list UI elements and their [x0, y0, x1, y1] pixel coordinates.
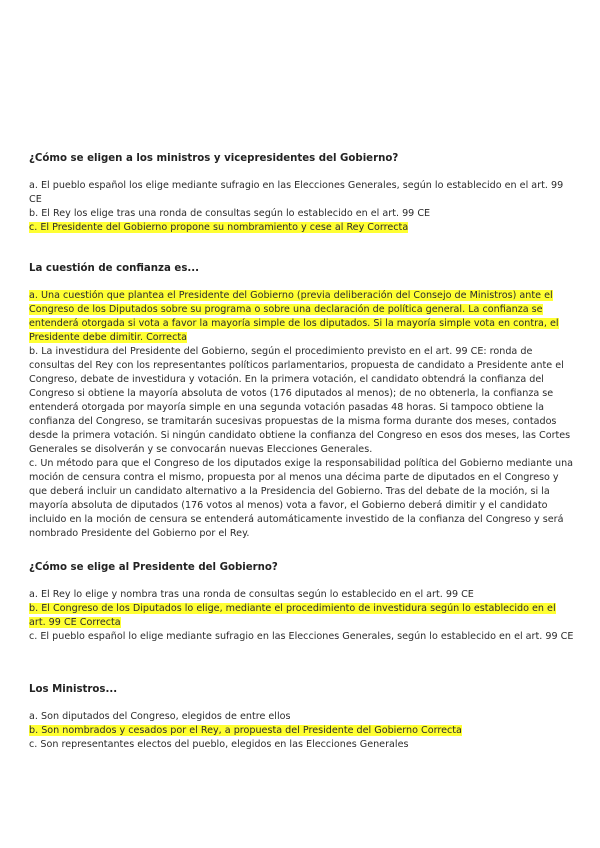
- answer-option: a. Una cuestión que plantea el Presidente del Gobierno (previa deliberación del Consejo de Ministros) ante el Congreso de los Diputados sobre su programa o sobre una declaración de política general. La confianza se entenderá otorgada si vota a favor la mayoría simple de los diputados. Si la mayoría simple vota en contra, el Presidente debe dimitir. Correcta: [29, 290, 559, 343]
- question-title: La cuestión de confianza es...: [29, 263, 199, 274]
- answer-option: c. Son representantes electos del pueblo, elegidos en las Elecciones Generales: [29, 739, 409, 750]
- question-title: ¿Cómo se elige al Presidente del Gobierno?: [29, 562, 278, 573]
- question-1: [29, 152, 574, 235]
- question-4: [29, 683, 574, 752]
- question-2: [29, 262, 574, 541]
- answer-option: b. Son nombrados y cesados por el Rey, a propuesta del Presidente del Gobierno Correcta: [29, 725, 462, 736]
- answer-list: [29, 179, 574, 235]
- question-3: [29, 561, 574, 644]
- question-title: ¿Cómo se eligen a los ministros y vicepresidentes del Gobierno?: [29, 153, 399, 164]
- answer-option: a. El Rey lo elige y nombra tras una ronda de consultas según lo establecido en el art. 99 CE: [29, 589, 474, 600]
- answer-option: b. El Rey los elige tras una ronda de consultas según lo establecido en el art. 99 CE: [29, 208, 431, 219]
- answer-list: [29, 588, 574, 644]
- question-title: Los Ministros...: [29, 684, 118, 695]
- answer-option: b. La investidura del Presidente del Gobierno, según el procedimiento previsto en el art. 99 CE: ronda de consultas del Rey con los representantes políticos parlamentarios, propuesta de candidato a Presidente ante el Congreso, debate de investidura y votación. En la primera votación, el candidato obtendrá la confianza del Congreso si obtiene la mayoría absoluta de votos (176 diputados al menos); de no obtenerla, la confianza se entenderá otorgada por mayoría simple en una segunda votación pasadas 48 horas. Si tampoco obtiene la confianza del Congreso, se tramitarán sucesivas propuestas de la misma forma durante dos meses, contados desde la primera votación. Si ningún candidato obtiene la confianza del Congreso en esos dos meses, las Cortes Generales se disolverán y se convocarán nuevas Elecciones Generales.: [29, 346, 571, 455]
- answer-option: c. El Presidente del Gobierno propone su nombramiento y cese al Rey Correcta: [29, 222, 409, 233]
- answer-option: a. El pueblo español los elige mediante sufragio en las Elecciones Generales, según lo establecido en el art. 99 CE: [29, 180, 564, 205]
- answer-option: c. Un método para que el Congreso de los diputados exige la responsabilidad política del Gobierno mediante una moción de censura contra el mismo, propuesta por al menos una décima parte de diputados en el Congreso y que deberá incluir un candidato alternativo a la Presidencia del Gobierno. Tras del debate de la moción, si la mayoría absoluta de diputados (176 votos al menos) vota a favor, el Gobierno deberá dimitir y el candidato incluido en la moción de censura se entenderá automáticamente investido de la confianza del Congreso y será nombrado Presidente del Gobierno por el Rey.: [29, 458, 574, 539]
- answer-list: [29, 710, 574, 752]
- answer-option: a. Son diputados del Congreso, elegidos de entre ellos: [29, 711, 291, 722]
- answer-option: c. El pueblo español lo elige mediante sufragio en las Elecciones Generales, según lo establecido en el art. 99 CE: [29, 631, 574, 642]
- answer-list: [29, 289, 574, 541]
- answer-option: b. El Congreso de los Diputados lo elige, mediante el procedimiento de investidura según lo establecido en el art. 99 CE Correcta: [29, 603, 556, 628]
